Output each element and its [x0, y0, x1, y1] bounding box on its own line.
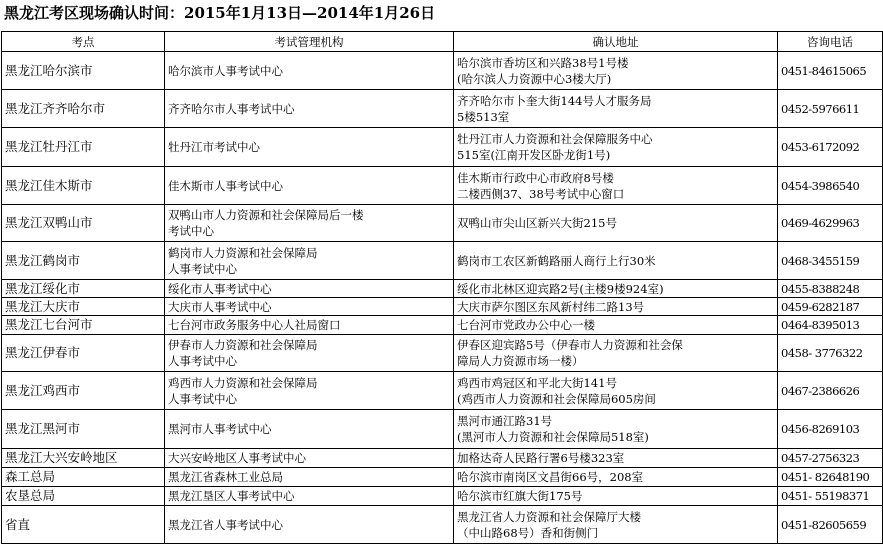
phone-cell: 0457-2756323	[778, 449, 883, 468]
address-line: 515室(江南开发区卧龙街1号)	[457, 148, 611, 162]
site-cell: 黑龙江佳木斯市	[2, 167, 165, 205]
phone-cell: 0452-5976611	[778, 90, 883, 128]
address-line: 大庆市萨尔图区东风新村纬二路13号	[457, 299, 645, 314]
address-line: 障局人力资源市场一楼）	[457, 354, 584, 368]
phone-cell: 0454-3986540	[778, 167, 883, 205]
table-row	[2, 90, 883, 128]
agency-line: 哈尔滨市人事考试中心	[168, 63, 283, 78]
address-cell	[454, 372, 778, 410]
table-row	[2, 468, 883, 487]
table-row	[2, 506, 883, 544]
phone-cell: 0451- 55198371	[778, 487, 883, 506]
agency-cell	[165, 372, 454, 410]
site-cell: 农垦总局	[2, 487, 165, 506]
table-row	[2, 449, 883, 468]
address-cell	[454, 298, 778, 316]
table-row	[2, 487, 883, 506]
site-cell: 黑龙江牡丹江市	[2, 128, 165, 167]
table-row	[2, 410, 883, 449]
agency-line: 牡丹江市考试中心	[168, 140, 260, 154]
address-line: 黑河市通江路31号	[457, 414, 553, 428]
site-cell: 黑龙江鸡西市	[2, 372, 165, 410]
phone-cell: 0451-84615065	[778, 52, 883, 90]
site-cell: 黑龙江大兴安岭地区	[2, 449, 165, 468]
site-cell: 森工总局	[2, 468, 165, 487]
agency-line: 黑龙江省人事考试中心	[168, 517, 283, 532]
phone-cell: 0451- 82648190	[778, 468, 883, 487]
table-row	[2, 335, 883, 372]
address-line: 哈尔滨市南岗区文昌街66号，208室	[457, 470, 644, 484]
table-row	[2, 52, 883, 90]
agency-line: 黑龙江垦区人事考试中心	[168, 489, 295, 503]
phone-cell: 0469-4629963	[778, 205, 883, 242]
agency-line: 鸡西市人力资源和社会保障局	[168, 375, 318, 390]
address-line: (鸡西市人力资源和社会保障局605房间	[457, 391, 656, 406]
table-row	[2, 242, 883, 280]
agency-cell	[165, 90, 454, 128]
header-address: 确认地址	[454, 32, 778, 52]
agency-line: 七台河市政务服务中心人社局窗口	[168, 318, 341, 332]
address-cell	[454, 410, 778, 449]
address-line: 黑龙江省人力资源和社会保障厅大楼	[457, 509, 641, 524]
table-row	[2, 205, 883, 242]
address-cell	[454, 316, 778, 335]
address-cell	[454, 487, 778, 506]
site-cell: 黑龙江黑河市	[2, 410, 165, 449]
agency-line: 齐齐哈尔市人事考试中心	[168, 101, 295, 116]
agency-line: 鹤岗市人力资源和社会保障局	[168, 245, 318, 260]
agency-cell	[165, 468, 454, 487]
agency-line: 佳木斯市人事考试中心	[168, 178, 283, 193]
table-row	[2, 167, 883, 205]
address-cell	[454, 449, 778, 468]
header-agency: 考试管理机构	[165, 32, 454, 52]
phone-cell: 0456-8269103	[778, 410, 883, 449]
address-line: 双鸭山市尖山区新兴大街215号	[457, 216, 617, 230]
agency-line: 黑河市人事考试中心	[168, 422, 272, 436]
agency-cell	[165, 506, 454, 544]
site-cell: 黑龙江哈尔滨市	[2, 52, 165, 90]
site-cell: 黑龙江伊春市	[2, 335, 165, 372]
phone-cell: 0468-3455159	[778, 242, 883, 280]
agency-cell	[165, 410, 454, 449]
phone-cell: 0458- 3776322	[778, 335, 883, 372]
agency-cell	[165, 205, 454, 242]
agency-cell	[165, 128, 454, 167]
agency-cell	[165, 280, 454, 298]
table-row	[2, 280, 883, 298]
address-line: （中山路68号）香和街侧门	[457, 525, 599, 540]
address-line: (哈尔滨人力资源中心3楼大厅)	[457, 71, 612, 86]
agency-line: 人事考试中心	[168, 354, 237, 368]
page-title: 黑龙江考区现场确认时间：2015年1月13日—2014年1月26日	[4, 4, 436, 22]
table-row	[2, 128, 883, 167]
agency-cell	[165, 316, 454, 335]
address-line: 鹤岗市工农区新鹤路丽人商行上行30米	[457, 253, 656, 268]
address-line: 佳木斯市行政中心市政府8号楼	[457, 170, 614, 185]
confirmation-table	[1, 31, 883, 544]
address-line: 5楼513室	[457, 109, 510, 124]
address-cell	[454, 128, 778, 167]
site-cell: 黑龙江七台河市	[2, 316, 165, 335]
address-cell	[454, 167, 778, 205]
agency-cell	[165, 167, 454, 205]
address-cell	[454, 90, 778, 128]
address-line: 齐齐哈尔市卜奎大街144号人才服务局	[457, 93, 652, 108]
agency-line: 大兴安岭地区人事考试中心	[168, 451, 306, 465]
header-phone: 咨询电话	[778, 32, 883, 52]
agency-line: 人事考试中心	[168, 391, 237, 406]
site-cell: 黑龙江大庆市	[2, 298, 165, 316]
phone-cell: 0453-6172092	[778, 128, 883, 167]
header-site: 考点	[2, 32, 165, 52]
address-cell	[454, 205, 778, 242]
address-line: 伊春区迎宾路5号（伊春市人力资源和社会保	[457, 338, 683, 352]
agency-cell	[165, 242, 454, 280]
site-cell: 黑龙江鹤岗市	[2, 242, 165, 280]
address-line: 加格达奇人民路行署6号楼323室	[457, 451, 625, 465]
agency-line: 双鸭山市人力资源和社会保障局后一楼	[168, 208, 364, 222]
phone-cell: 0451-82605659	[778, 506, 883, 544]
address-line: 七台河市党政办公中心一楼	[457, 318, 595, 332]
address-cell	[454, 52, 778, 90]
agency-line: 伊春市人力资源和社会保障局	[168, 338, 318, 352]
agency-cell	[165, 52, 454, 90]
site-cell: 黑龙江绥化市	[2, 280, 165, 298]
address-line: 哈尔滨市红旗大街175号	[457, 489, 583, 503]
phone-cell: 0467-2386626	[778, 372, 883, 410]
address-line: (黑河市人力资源和社会保障局518室)	[457, 430, 649, 444]
agency-cell	[165, 487, 454, 506]
agency-cell	[165, 449, 454, 468]
address-cell	[454, 506, 778, 544]
agency-line: 绥化市人事考试中心	[168, 281, 272, 296]
address-line: 鸡西市鸡冠区和平北大街141号	[457, 375, 617, 390]
phone-cell: 0464-8395013	[778, 316, 883, 335]
table-row	[2, 316, 883, 335]
phone-cell: 0459-6282187	[778, 298, 883, 316]
site-cell: 黑龙江齐齐哈尔市	[2, 90, 165, 128]
table-row	[2, 298, 883, 316]
agency-line: 黑龙江省森林工业总局	[168, 470, 283, 484]
table-row	[2, 372, 883, 410]
address-cell	[454, 468, 778, 487]
agency-line: 大庆市人事考试中心	[168, 299, 272, 314]
address-cell	[454, 242, 778, 280]
site-cell: 黑龙江双鸭山市	[2, 205, 165, 242]
address-line: 哈尔滨市香坊区和兴路38号1号楼	[457, 55, 629, 70]
address-line: 牡丹江市人力资源和社会保障服务中心	[457, 132, 653, 146]
agency-line: 人事考试中心	[168, 261, 237, 276]
address-line: 绥化市北林区迎宾路2号(主楼9楼924室)	[457, 281, 664, 296]
phone-cell: 0455-8388248	[778, 280, 883, 298]
address-cell	[454, 335, 778, 372]
table-header-row	[2, 32, 883, 52]
site-cell: 省直	[2, 506, 165, 544]
address-cell	[454, 280, 778, 298]
agency-cell	[165, 335, 454, 372]
agency-line: 考试中心	[168, 224, 214, 238]
address-line: 二楼西侧37、38号考试中心窗口	[457, 186, 625, 201]
agency-cell	[165, 298, 454, 316]
